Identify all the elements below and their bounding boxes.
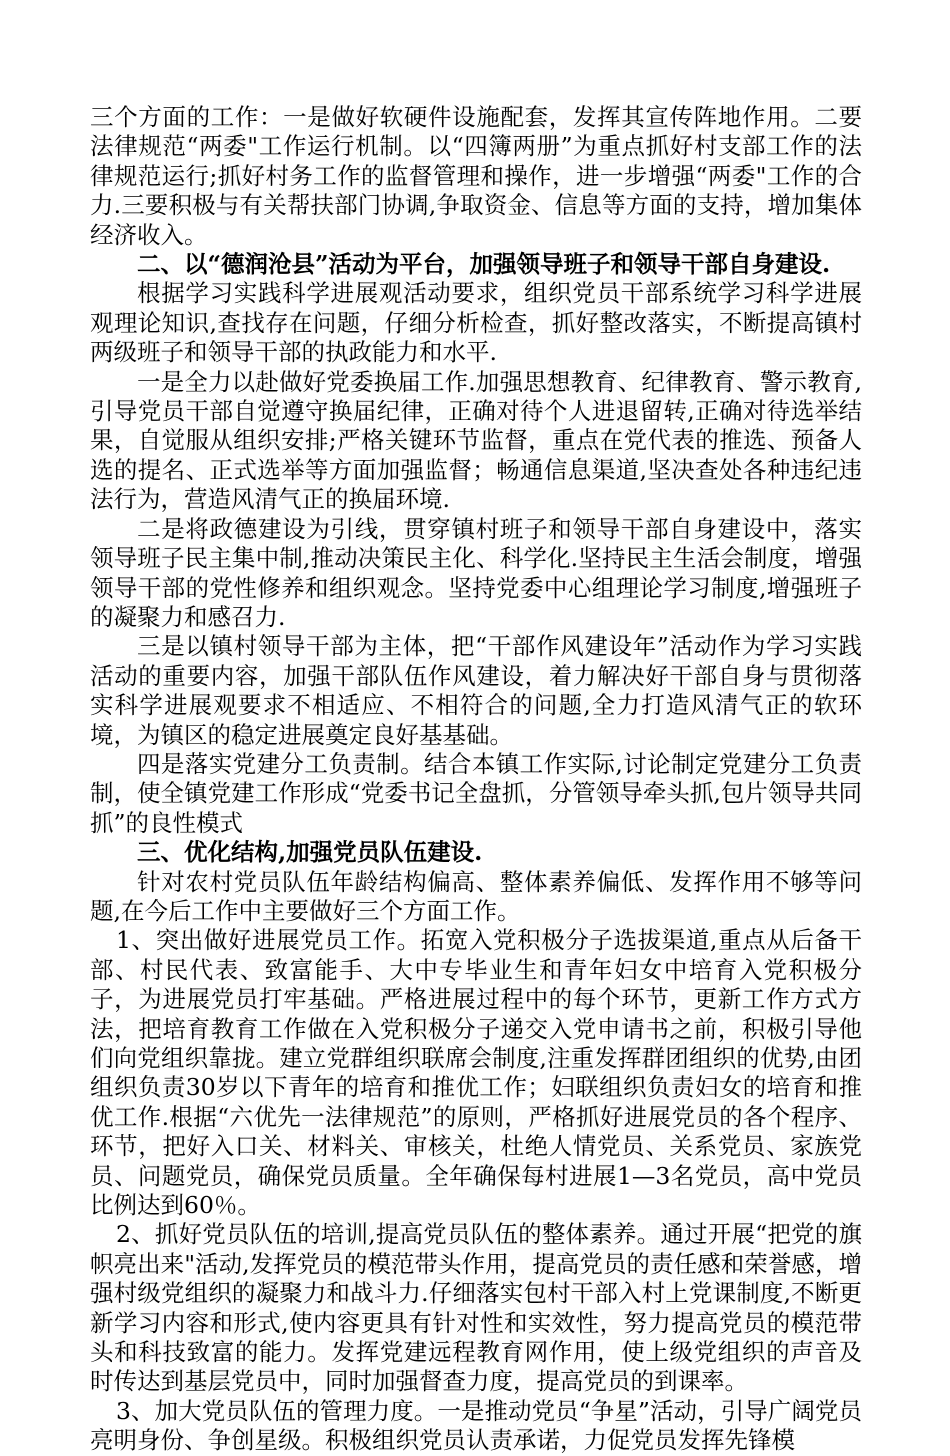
numbered-paragraph: 2、抓好党员队伍的培训,提高党员队伍的整体素养。通过开展“把党的旗帜亮出来"活动,发挥党员的模范带头作用，提高党员的责任感和荣誉感，增强村级党组织的凝聚力和战斗力.仔细落实包村干部入村上党课制度,不断更新学习内容和形式,使内容更具有针对性和实效性，努力提高党员的模范带头和科技致富的能力。发挥党建远程教育网作用，使上级党组织的声音及时传达到基层党员中，同时加强督查力度，提高党员的到课率。: [90, 1220, 862, 1396]
body-paragraph: 三是以镇村领导干部为主体，把“干部作风建设年”活动作为学习实践活动的重要内容，加强干部队伍作风建设，着力解决好干部自身与贯彻落实科学进展观要求不相适应、不相符合的问题,全力打造风清气正的软环境，为镇区的稳定进展奠定良好基基础。: [90, 632, 862, 749]
section-heading-2: 二、以“德润沧县”活动为平台，加强领导班子和领导干部自身建设.: [137, 250, 831, 279]
body-paragraph: 针对农村党员队伍年龄结构偏高、整体素养偏低、发挥作用不够等问题,在今后工作中主要做好三个方面工作。: [90, 867, 862, 925]
numbered-paragraph: 3、加大党员队伍的管理力度。一是推动党员“争星”活动，引导广阔党员亮明身份、争创星级。积极组织党员认责承诺，力促党员发挥先锋模: [90, 1396, 862, 1455]
body-paragraph: 四是落实党建分工负责制。结合本镇工作实际,讨论制定党建分工负责制，使全镇党建工作形成“党委书记全盘抓，分管领导牵头抓,包片领导共同抓”的良性模式: [90, 749, 862, 837]
body-paragraph: 二是将政德建设为引线，贯穿镇村班子和领导干部自身建设中，落实领导班子民主集中制,推动决策民主化、科学化.坚持民主生活会制度，增强领导干部的党性修养和组织观念。坚持党委中心组理论学习制度,增强班子的凝聚力和感召力.: [90, 514, 862, 631]
numbered-paragraph: 1、突出做好进展党员工作。拓宽入党积极分子选拔渠道,重点从后备干部、村民代表、致富能手、大中专毕业生和青年妇女中培育入党积极分子，为进展党员打牢基础。严格进展过程中的每个环节，更新工作方式方法，把培育教育工作做在入党积极分子递交入党申请书之前，积极引导他们向党组织靠拢。建立党群组织联席会制度,注重发挥群团组织的优势,由团组织负责30岁以下青年的培育和推优工作；妇联组织负责妇女的培育和推优工作.根据“六优先一法律规范”的原则，严格抓好进展党员的各个程序、环节，把好入口关、材料关、审核关，杜绝人情党员、关系党员、家族党员、问题党员，确保党员质量。全年确保每村进展1—3名党员，高中党员比例达到60％。: [90, 926, 862, 1220]
section-heading-3: 三、优化结构,加强党员队伍建设.: [137, 838, 483, 867]
body-paragraph: 一是全力以赴做好党委换届工作.加强思想教育、纪律教育、警示教育,引导党员干部自觉遵守换届纪律，正确对待个人进退留转,正确对待选举结果，自觉服从组织安排;严格关键环节监督，重点在党代表的推选、预备人选的提名、正式选举等方面加强监督；畅通信息渠道,坚决查处各种违纪违法行为，营造风清气正的换届环境.: [90, 367, 862, 514]
body-paragraph: 根据学习实践科学进展观活动要求，组织党员干部系统学习科学进展观理论知识,查找存在问题，仔细分析检查，抓好整改落实，不断提高镇村两级班子和领导干部的执政能力和水平.: [90, 279, 862, 367]
document-body: [90, 103, 862, 1456]
body-paragraph: 三个方面的工作：一是做好软硬件设施配套，发挥其宣传阵地作用。二要法律规范“两委"工作运行机制。以“四簿两册”为重点抓好村支部工作的法律规范运行;抓好村务工作的监督管理和操作，进一步增强“两委"工作的合力.三要积极与有关帮扶部门协调,争取资金、信息等方面的支持，增加集体经济收入。: [90, 103, 862, 249]
